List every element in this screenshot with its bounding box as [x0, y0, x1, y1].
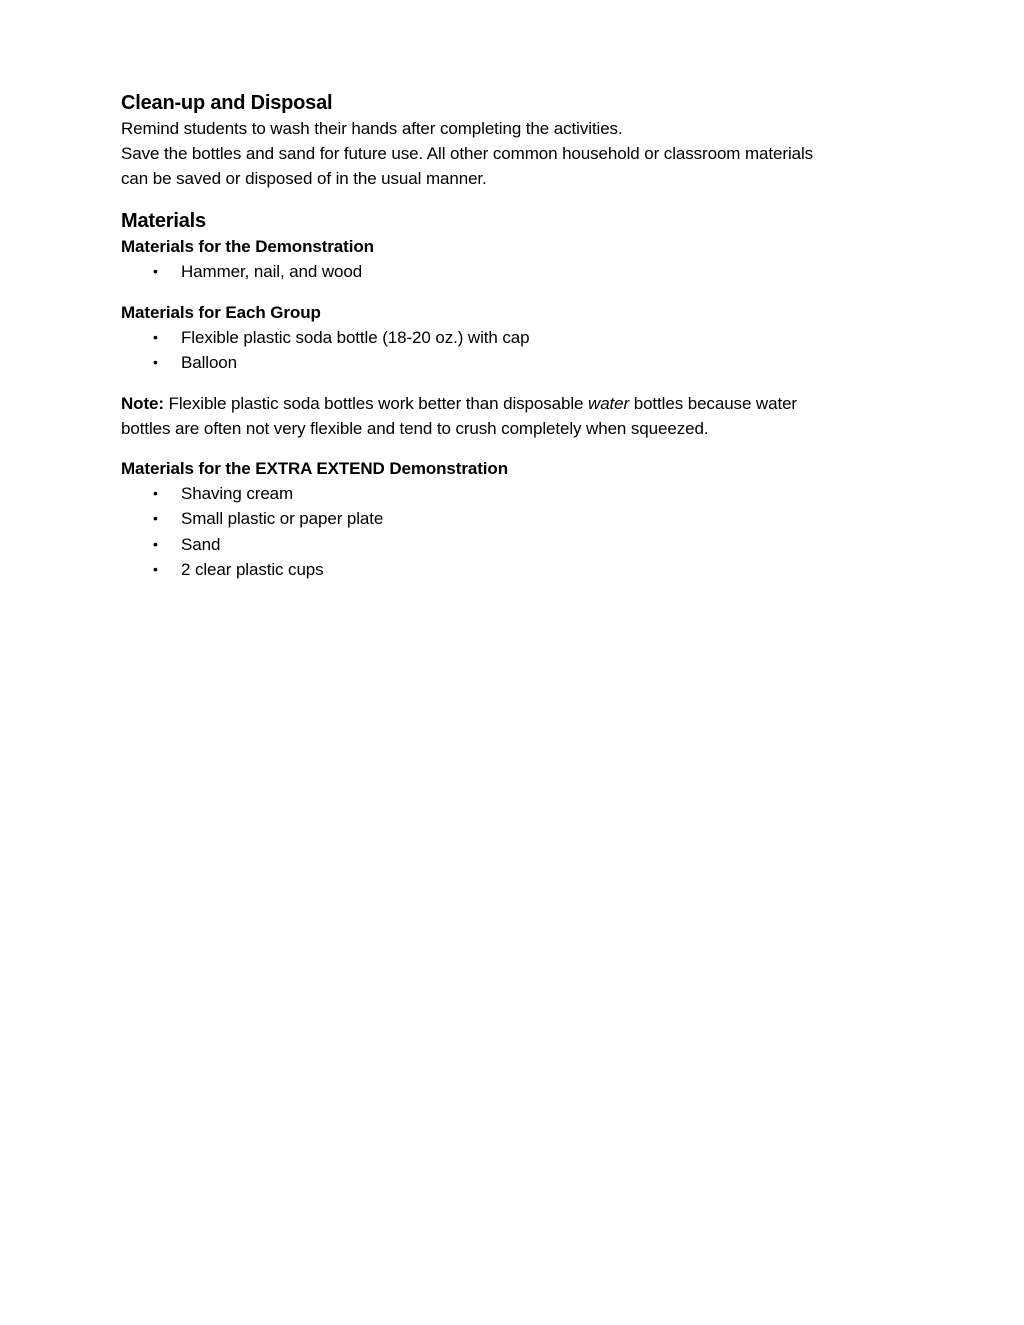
demonstration-subheading: Materials for the Demonstration: [121, 237, 374, 256]
demonstration-list: [121, 259, 901, 285]
note-emphasis: water: [588, 393, 630, 413]
list-item: [121, 325, 901, 351]
list-item-text: Flexible plastic soda bottle (18-20 oz.) with cap: [181, 327, 530, 347]
document-page: [121, 90, 901, 583]
note-text-before: Flexible plastic soda bottles work better than disposable: [163, 393, 589, 413]
extra-extend-subheading: Materials for the EXTRA EXTEND Demonstration: [121, 458, 508, 478]
list-item: [121, 557, 901, 583]
list-item-text: Small plastic or paper plate: [181, 509, 384, 528]
list-item-text: 2 clear plastic cups: [181, 560, 324, 579]
note-paragraph-line-2: bottles are often not very flexible and tend to crush completely when squeezed.: [121, 418, 709, 438]
bullet-icon: •: [153, 510, 158, 526]
materials-heading: Materials: [121, 210, 206, 232]
list-item: [121, 481, 901, 507]
bullet-icon: •: [153, 561, 158, 577]
list-item: [121, 506, 901, 532]
bullet-icon: •: [153, 354, 158, 370]
list-item: [121, 350, 901, 376]
list-item-text: Balloon: [181, 353, 238, 372]
cleanup-paragraph-2-line-2: can be saved or disposed of in the usual manner.: [121, 169, 487, 188]
cleanup-paragraph-2-line-1: Save the bottles and sand for future use. All other common household or classroom materials: [121, 144, 814, 163]
bullet-icon: •: [153, 263, 158, 279]
cleanup-heading: Clean-up and Disposal: [121, 92, 333, 114]
cleanup-paragraph-1: Remind students to wash their hands after completing the activities.: [121, 119, 623, 138]
list-item-text: Sand: [181, 534, 221, 554]
note-text-after: bottles because water: [629, 393, 797, 413]
extra-extend-list: [121, 481, 901, 583]
list-item: [121, 259, 901, 285]
bullet-icon: •: [153, 535, 158, 552]
list-item-text: Shaving cream: [181, 483, 294, 503]
list-item: [121, 532, 901, 558]
note-paragraph-line-1: [121, 391, 901, 416]
bullet-icon: •: [153, 484, 158, 501]
bullet-icon: •: [153, 328, 158, 345]
note-label: Note:: [121, 393, 164, 413]
list-item-text: Hammer, nail, and wood: [181, 262, 363, 281]
each-group-list: [121, 325, 901, 376]
each-group-subheading: Materials for Each Group: [121, 302, 321, 322]
